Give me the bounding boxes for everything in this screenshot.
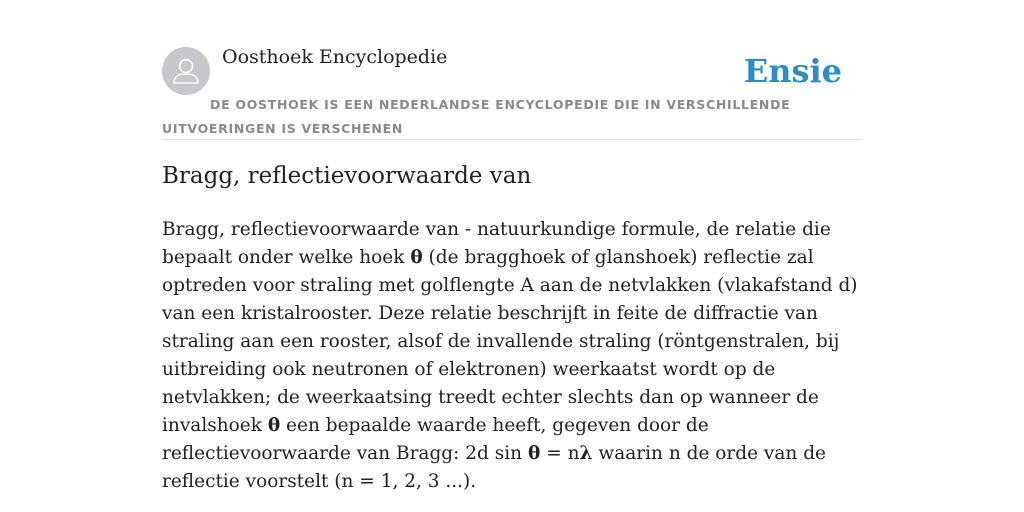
body-text-part: Bragg, reflectievoorwaarde van - natuurkundige formule, de relatie die bepaalt onder welke hoek: [162, 219, 831, 268]
theta-symbol: θ: [267, 415, 281, 436]
body-text-part: (de bragghoek of glanshoek) reflectie zal optreden voor straling met golflengte Α aan de netvlakken (vlakafstand d) van een kristalrooster. Deze relatie beschrijft in feite de diffractie van straling aan een rooster, alsof de invallende straling (röntgenstralen, bij uitbreiding ook neutronen of elektronen) weerkaatst wordt op de netvlakken; de weerkaatsing treedt echter slechts dan op wanneer de invalshoek: [162, 247, 858, 436]
body-text-part: een bepaalde waarde heeft, gegeven door de reflectievoorwaarde van Bragg: 2d sin: [162, 415, 709, 464]
theta-symbol: θ: [410, 247, 423, 268]
theta-symbol: θ: [527, 443, 541, 464]
brand-logo[interactable]: Ensie: [743, 52, 842, 90]
article-title: Bragg, reflectievoorwaarde van: [162, 163, 532, 189]
body-text-part: = n: [540, 443, 580, 464]
body-text-part: waarin n de orde van de reflectie voorstelt (n = 1, 2, 3 ...).: [162, 443, 827, 492]
header-divider: [162, 139, 862, 140]
avatar[interactable]: [162, 47, 210, 95]
site-name[interactable]: Oosthoek Encyclopedie: [222, 46, 448, 68]
article-body: [162, 216, 866, 496]
site-tagline: DE OOSTHOEK IS EEN NEDERLANDSE ENCYCLOPEDIE DIE IN VERSCHILLENDE UITVOERINGEN IS VERSCHENEN: [162, 97, 791, 136]
lambda-symbol: λ: [579, 443, 593, 464]
user-silhouette-icon: [162, 47, 210, 95]
